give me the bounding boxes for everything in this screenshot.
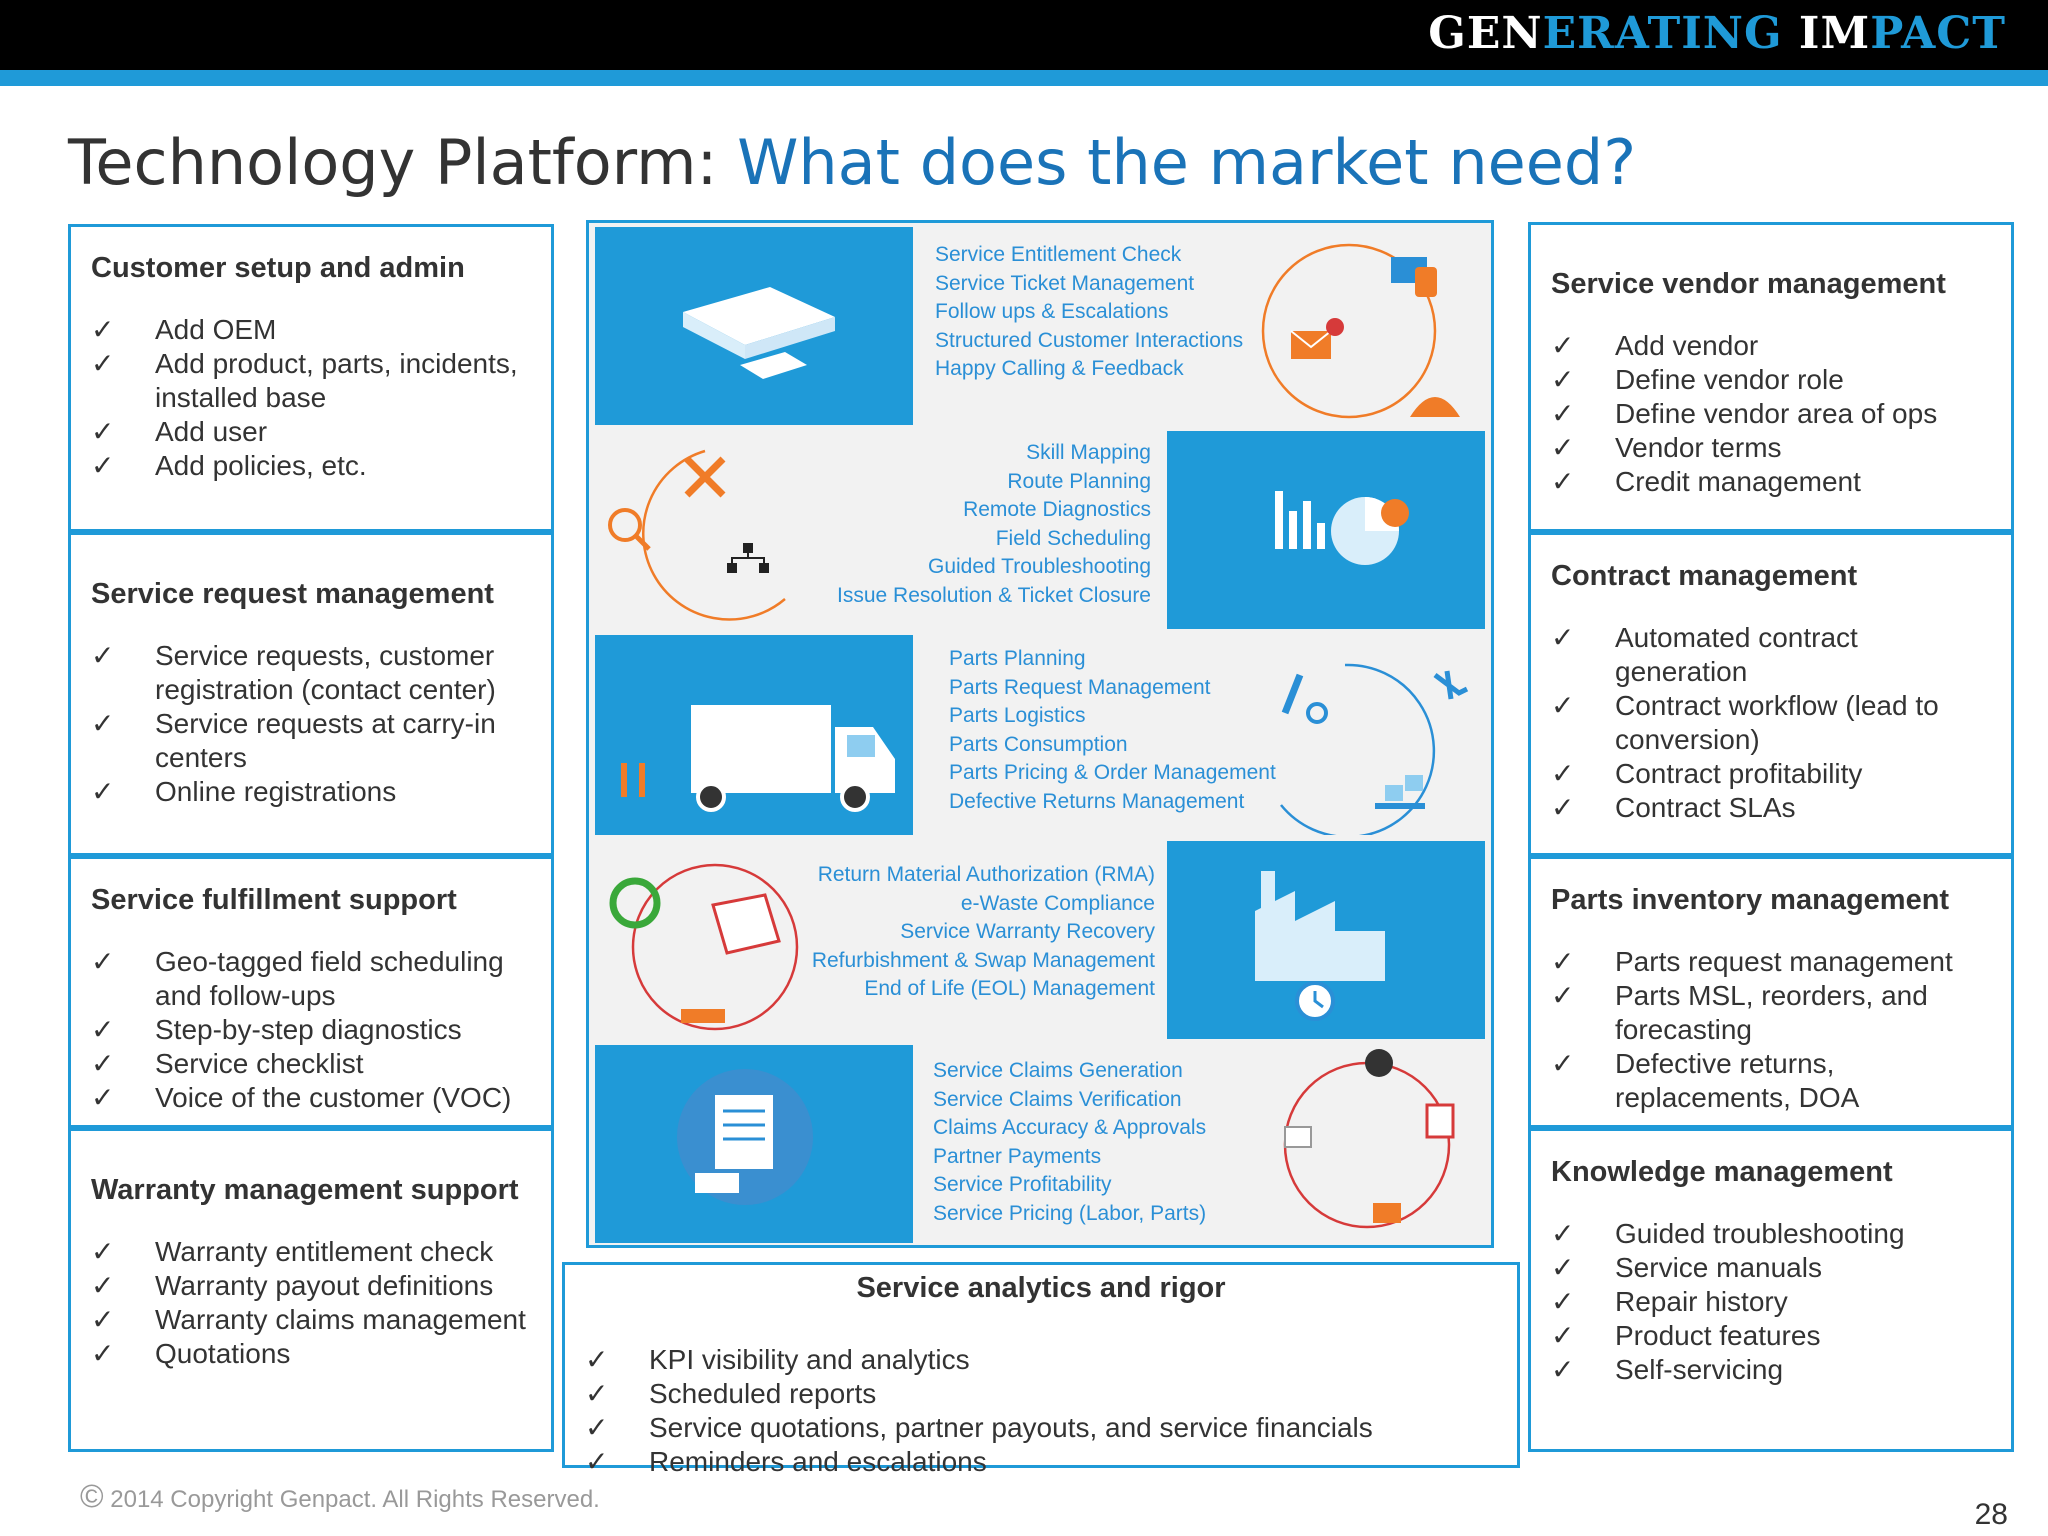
list-item [91, 945, 531, 1013]
document-stack-icon [713, 895, 779, 953]
capability-label: Claims Accuracy & Approvals [933, 1116, 1207, 1139]
list-item-text: Contract SLAs [1615, 792, 1796, 823]
list-item-text: Parts MSL, reorders, and forecasting [1615, 980, 1928, 1045]
panel-title: Service request management [91, 578, 494, 610]
list-item-text: Quotations [155, 1338, 291, 1369]
list-item [1551, 621, 1991, 689]
list-item-text: Service manuals [1615, 1252, 1822, 1283]
capability-label: Service Warranty Recovery [900, 920, 1155, 943]
check-icon: ✓ [1551, 432, 1575, 463]
list-item [91, 1235, 531, 1269]
capability-label: Parts Pricing & Order Management [949, 761, 1276, 784]
list-item [1551, 791, 1991, 825]
camera-icon [1285, 1127, 1311, 1147]
conveyor-boxes-icon [1375, 775, 1425, 809]
check-icon: ✓ [91, 314, 115, 345]
truck-icon [691, 705, 895, 810]
list-item [1551, 1353, 1991, 1387]
check-icon: ✓ [585, 1378, 609, 1409]
list-item [1551, 757, 1991, 791]
list-item [1551, 1285, 1991, 1319]
page-title-main: Technology Platform: [68, 126, 738, 199]
capability-label: Service Claims Generation [933, 1059, 1183, 1082]
tools-icon [687, 459, 723, 495]
list-item-text: Warranty entitlement check [155, 1236, 494, 1267]
people-icon [621, 763, 645, 797]
list-item-text: Online registrations [155, 776, 397, 807]
list-item-text: Contract profitability [1615, 758, 1863, 789]
graphic-row-parts [595, 635, 1485, 835]
checklist [91, 945, 531, 1115]
panel-title: Warranty management support [91, 1174, 519, 1206]
brand-part: IM [1782, 8, 1871, 59]
capability-label: Return Material Authorization (RMA) [817, 863, 1155, 886]
recycle-icon [613, 881, 657, 925]
capability-label: Parts Planning [949, 647, 1086, 670]
row-text [812, 861, 1155, 1004]
org-chart-icon [727, 543, 769, 573]
capability-label: Issue Resolution & Ticket Closure [837, 583, 1151, 607]
list-item [91, 415, 531, 449]
list-item-text: Step-by-step diagnostics [155, 1014, 462, 1045]
capability-label: Parts Request Management [949, 675, 1211, 699]
panel-title: Knowledge management [1551, 1156, 1893, 1188]
capability-label: Service Pricing (Labor, Parts) [933, 1201, 1207, 1225]
list-item [585, 1343, 1497, 1377]
graphic-row-claims [595, 1045, 1485, 1243]
email-icon [1291, 318, 1344, 359]
list-item-text: Automated contract generation [1615, 622, 1858, 687]
list-item-text: Add OEM [155, 314, 277, 345]
panel-service-fulfillment [68, 856, 554, 1128]
check-icon: ✓ [91, 416, 115, 447]
list-item [91, 1303, 531, 1337]
row-text [935, 241, 1243, 384]
list-item-text: Add product, parts, incidents, installed base [155, 348, 518, 413]
copyright-text: 2014 Copyright Genpact. All Rights Reserved. [103, 1486, 600, 1513]
check-icon: ✓ [585, 1412, 609, 1443]
capability-label: Follow ups & Escalations [935, 300, 1169, 323]
wrench-gear-icon [1285, 675, 1326, 722]
row-text [933, 1057, 1206, 1228]
cash-icon [681, 1009, 725, 1023]
row-text [837, 439, 1151, 610]
check-icon: ✓ [1551, 690, 1575, 721]
list-item [91, 1081, 531, 1115]
capability-label: Parts Consumption [949, 732, 1128, 756]
panel-title: Service fulfillment support [91, 884, 457, 916]
check-icon: ✓ [91, 1338, 115, 1369]
check-icon: ✓ [1551, 1218, 1575, 1249]
capability-label: Field Scheduling [995, 526, 1151, 550]
list-item-text: Define vendor role [1615, 364, 1844, 395]
list-item [1551, 979, 1991, 1047]
process-ring [633, 865, 797, 1029]
list-item [91, 1269, 531, 1303]
check-icon: ✓ [91, 1048, 115, 1079]
panel-contract-management [1528, 532, 2014, 856]
service-lifecycle-graphic [586, 220, 1494, 1248]
list-item [91, 449, 531, 483]
list-item [1551, 945, 1991, 979]
checklist [1551, 329, 1991, 499]
check-icon: ✓ [1551, 1354, 1575, 1385]
graphic-row-returns [595, 841, 1485, 1039]
check-icon: ✓ [1551, 622, 1575, 653]
checklist [91, 313, 531, 483]
check-icon: ✓ [1551, 398, 1575, 429]
capability-label: Service Ticket Management [935, 271, 1195, 295]
brand-part: ERATING [1542, 8, 1783, 59]
brand-logo [1428, 8, 2006, 59]
graphic-row-field-service [595, 431, 1485, 629]
list-item-text: Voice of the customer (VOC) [155, 1082, 512, 1113]
check-icon: ✓ [91, 640, 115, 671]
list-item-text: KPI visibility and analytics [649, 1344, 970, 1375]
list-item-text: Add user [155, 416, 268, 447]
list-item-text: Warranty payout definitions [155, 1270, 494, 1301]
list-item-text: Service requests, customer registration (contact center) [155, 640, 496, 705]
process-ring [643, 451, 785, 620]
capability-label: Structured Customer Interactions [935, 328, 1244, 352]
panel-customer-setup [68, 224, 554, 532]
capability-label: Service Entitlement Check [935, 243, 1182, 266]
page-title [68, 126, 1636, 199]
list-item [585, 1411, 1497, 1445]
check-icon: ✓ [91, 1082, 115, 1113]
airplane-icon [1435, 671, 1467, 699]
panel-warranty-management [68, 1128, 554, 1452]
brand-part: PACT [1870, 8, 2006, 59]
process-ring [1281, 665, 1434, 835]
check-icon: ✓ [91, 1270, 115, 1301]
capability-label: Defective Returns Management [949, 789, 1245, 813]
capability-label: Happy Calling & Feedback [935, 357, 1184, 380]
monitor-touch-icon [1391, 257, 1437, 297]
list-item [1551, 363, 1991, 397]
check-icon: ✓ [91, 946, 115, 977]
list-item-text: Service quotations, partner payouts, and service financials [649, 1412, 1373, 1443]
check-icon: ✓ [1551, 758, 1575, 789]
check-icon: ✓ [1551, 330, 1575, 361]
check-icon: ✓ [585, 1446, 609, 1477]
row-text [949, 645, 1276, 816]
list-item-text: Vendor terms [1615, 432, 1782, 463]
list-item [91, 775, 531, 809]
capability-label: Partner Payments [933, 1144, 1102, 1168]
list-item-text: Product features [1615, 1320, 1821, 1351]
checklist [91, 639, 531, 809]
page-title-highlight: What does the market need? [737, 126, 1637, 199]
list-item-text: Defective returns, replacements, DOA [1615, 1048, 1860, 1113]
list-item [91, 313, 531, 347]
capability-label: Service Claims Verification [933, 1087, 1182, 1111]
check-icon: ✓ [1551, 792, 1575, 823]
list-item [91, 1013, 531, 1047]
panel-service-analytics [562, 1262, 1520, 1477]
list-item [1551, 1047, 1991, 1115]
check-icon: ✓ [1551, 946, 1575, 977]
capability-label: Skill Mapping [1026, 441, 1151, 464]
capability-label: Parts Logistics [949, 704, 1086, 727]
panel-parts-inventory [1528, 856, 2014, 1128]
panel-title: Contract management [1551, 560, 1858, 592]
panel-title: Service vendor management [1551, 268, 1946, 300]
list-item [585, 1377, 1497, 1411]
timer-icon [1365, 1049, 1393, 1077]
check-icon: ✓ [91, 776, 115, 807]
check-icon: ✓ [91, 1014, 115, 1045]
check-icon: ✓ [91, 348, 115, 379]
check-icon: ✓ [585, 1344, 609, 1375]
check-icon: ✓ [91, 708, 115, 739]
panel-service-vendor [1528, 222, 2014, 532]
check-icon: ✓ [1551, 466, 1575, 497]
check-icon: ✓ [91, 1236, 115, 1267]
capability-label: Service Profitability [933, 1173, 1112, 1196]
graphic-row-service-tickets [595, 227, 1485, 425]
factory-icon [1255, 871, 1385, 1019]
list-item [91, 1337, 531, 1371]
header-accent-stripe [0, 70, 2048, 86]
list-item-text: Parts request management [1615, 946, 1953, 977]
list-item [1551, 689, 1991, 757]
checklist [1551, 621, 1991, 825]
copyright-icon: © [80, 1478, 104, 1514]
panel-service-request [68, 532, 554, 856]
list-item-text: Service requests at carry-in centers [155, 708, 496, 773]
check-icon: ✓ [1551, 1320, 1575, 1351]
list-item [91, 347, 531, 415]
list-item [1551, 1251, 1991, 1285]
list-item [91, 707, 531, 775]
money-bag-icon [1373, 1203, 1401, 1223]
capability-label: Refurbishment & Swap Management [811, 948, 1155, 972]
service-bell-icon [1410, 397, 1460, 417]
list-item-text: Reminders and escalations [649, 1446, 987, 1477]
check-icon: ✓ [1551, 1286, 1575, 1317]
panel-title: Parts inventory management [1551, 884, 1950, 916]
list-item-text: Geo-tagged field scheduling and follow-ups [155, 946, 504, 1011]
check-icon: ✓ [1551, 364, 1575, 395]
capability-label: Route Planning [1007, 469, 1151, 493]
capability-label: Guided Troubleshooting [928, 555, 1151, 578]
book-icon [683, 287, 835, 379]
checklist [91, 1235, 531, 1371]
list-item [1551, 329, 1991, 363]
list-item-text: Self-servicing [1615, 1354, 1784, 1385]
list-item [1551, 431, 1991, 465]
list-item-text: Warranty claims management [155, 1304, 526, 1335]
panel-title: Service analytics and rigor [856, 1272, 1226, 1304]
list-item-text: Contract workflow (lead to conversion) [1615, 690, 1939, 755]
list-item [1551, 1217, 1991, 1251]
list-item-text: Add policies, etc. [155, 450, 367, 481]
brand-part: GEN [1428, 8, 1543, 59]
checklist [1551, 1217, 1991, 1387]
check-icon: ✓ [1551, 980, 1575, 1011]
list-item [585, 1445, 1497, 1479]
capability-label: End of Life (EOL) Management [864, 977, 1155, 1000]
list-item-text: Repair history [1615, 1286, 1788, 1317]
list-item [1551, 397, 1991, 431]
copyright-footer [80, 1478, 600, 1515]
list-item [91, 1047, 531, 1081]
list-item-text: Service checklist [155, 1048, 364, 1079]
check-icon: ✓ [91, 450, 115, 481]
list-item-text: Credit management [1615, 466, 1861, 497]
list-item-text: Guided troubleshooting [1615, 1218, 1905, 1249]
check-icon: ✓ [91, 1304, 115, 1335]
checklist [585, 1343, 1497, 1479]
list-item-text: Add vendor [1615, 330, 1759, 361]
check-icon: ✓ [1551, 1048, 1575, 1079]
capability-label: Remote Diagnostics [963, 498, 1151, 521]
invoice-icon [677, 1069, 813, 1205]
page-number: 28 [1974, 1498, 2008, 1531]
panel-knowledge-management [1528, 1128, 2014, 1452]
bar-chart-icon [1275, 491, 1409, 565]
capability-label: e-Waste Compliance [960, 891, 1155, 915]
list-item [91, 639, 531, 707]
list-item [1551, 465, 1991, 499]
check-icon: ✓ [1551, 1252, 1575, 1283]
panel-title: Customer setup and admin [91, 252, 465, 284]
checklist-icon [1427, 1105, 1453, 1137]
list-item-text: Scheduled reports [649, 1378, 877, 1409]
list-item-text: Define vendor area of ops [1615, 398, 1938, 429]
list-item [1551, 1319, 1991, 1353]
checklist [1551, 945, 1991, 1115]
